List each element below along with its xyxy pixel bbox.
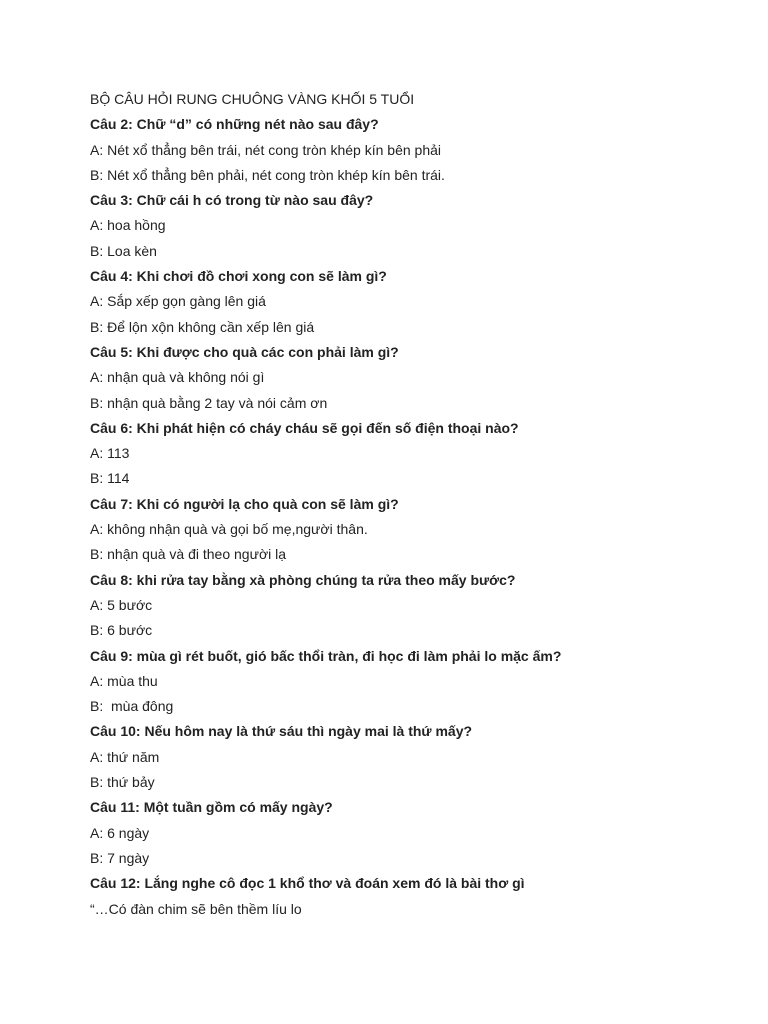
answer-3b: B: Loa kèn xyxy=(90,242,157,259)
question-12: Câu 12: Lắng nghe cô đọc 1 khổ thơ và đoán xem đó là bài thơ gì xyxy=(90,875,525,892)
answer-3a: A: hoa hồng xyxy=(90,217,166,234)
answer-6b: B: 114 xyxy=(90,470,130,487)
question-10: Câu 10: Nếu hôm nay là thứ sáu thì ngày mai là thứ mấy? xyxy=(90,723,473,740)
question-6: Câu 6: Khi phát hiện có cháy cháu sẽ gọi đến số điện thoại nào? xyxy=(90,419,519,436)
question-11: Câu 11: Một tuần gồm có mấy ngày? xyxy=(90,799,333,816)
document-title: BỘ CÂU HỎI RUNG CHUÔNG VÀNG KHỐI 5 TUỔI xyxy=(90,91,415,107)
answer-4b: B: Để lộn xộn không cần xếp lên giá xyxy=(90,318,315,335)
question-8: Câu 8: khi rửa tay bằng xà phòng chúng ta rửa theo mấy bước? xyxy=(90,571,516,588)
answer-10b: B: thứ bảy xyxy=(90,774,155,791)
question-9: Câu 9: mùa gì rét buốt, gió bấc thổi tràn, đi học đi làm phải lo mặc ấm? xyxy=(90,647,562,664)
answer-5a: A: nhận quà và không nói gì xyxy=(90,369,265,386)
answer-8b: B: 6 bước xyxy=(90,622,153,639)
answer-9a: A: mùa thu xyxy=(90,672,158,689)
answer-6a: A: 113 xyxy=(90,445,130,462)
question-5: Câu 5: Khi được cho quà các con phải làm gì? xyxy=(90,343,399,360)
answer-11b: B: 7 ngày xyxy=(90,849,150,866)
answer-7a: A: không nhận quà và gọi bố mẹ,người thân. xyxy=(90,521,368,538)
question-7: Câu 7: Khi có người lạ cho quà con sẽ làm gì? xyxy=(90,495,399,512)
answer-11a: A: 6 ngày xyxy=(90,824,150,841)
answer-4a: A: Sắp xếp gọn gàng lên giá xyxy=(90,293,266,310)
answer-8a: A: 5 bước xyxy=(90,596,153,613)
question-3: Câu 3: Chữ cái h có trong từ nào sau đây? xyxy=(90,192,374,209)
question-2: Câu 2: Chữ “d” có những nét nào sau đây? xyxy=(90,116,379,133)
answer-7b: B: nhận quà và đi theo người lạ xyxy=(90,546,287,563)
answer-9b: B: mùa đông xyxy=(90,698,174,715)
answer-2a: A: Nét xổ thẳng bên trái, nét cong tròn khép kín bên phải xyxy=(90,141,442,158)
answer-2b: B: Nét xổ thẳng bên phải, nét cong tròn khép kín bên trái. xyxy=(90,166,445,183)
answer-5b: B: nhận quà bằng 2 tay và nói cảm ơn xyxy=(90,394,328,411)
poem-excerpt: “…Có đàn chim sẽ bên thềm líu lo xyxy=(90,900,302,917)
question-4: Câu 4: Khi chơi đồ chơi xong con sẽ làm gì? xyxy=(90,268,387,285)
document-body xyxy=(90,87,730,922)
answer-10a: A: thứ năm xyxy=(90,748,160,765)
